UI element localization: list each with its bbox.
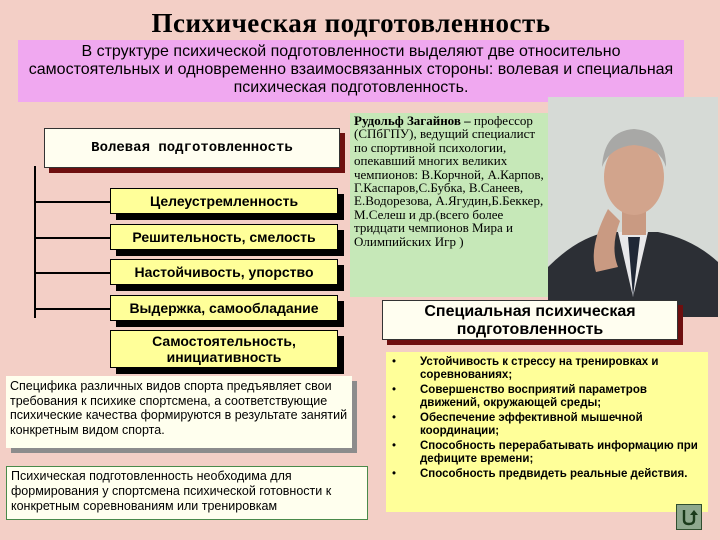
portrait-photo xyxy=(548,97,718,317)
trait-box: Решительность, смелость xyxy=(110,224,338,250)
return-arrow-button[interactable] xyxy=(676,504,702,530)
tree-connector xyxy=(34,166,36,318)
connector-1 xyxy=(34,201,110,203)
return-arrow-icon xyxy=(680,508,698,526)
zagainov-name: Рудольф Загайнов – xyxy=(354,113,471,128)
connector-4 xyxy=(34,308,110,310)
zagainov-description: профессор (СПбГПУ), ведущий специалист по спортивной психологии, опекавший многих великих чемпионов: В.Корчной, А.Карпов, Г.Каспаров,С.Бубка, В.Санеев, Е.Водорезова, А.Ягудин,Б.Беккер, М.Селеш и др.(всего более тридцати чемпионов Мира и Олимпийских Игр ) xyxy=(354,113,544,249)
connector-3 xyxy=(34,272,110,274)
volevaya-box: Волевая подготовленность xyxy=(44,128,340,168)
list-item xyxy=(386,412,704,438)
portrait-illustration xyxy=(548,97,718,317)
special-list xyxy=(386,352,708,512)
specifika-text: Специфика различных видов спорта предъявляет свои требования к психике спортсмена, а соответствующие психические качества формируются в результате занятий конкретным видом спорта. xyxy=(6,376,352,448)
list-item xyxy=(386,384,704,410)
list-item xyxy=(386,356,704,382)
intro-text: В структуре психической подготовленности выделяют две относительно самостоятельных и одновременно взаимосвязанных стороны: волевая и специальная психическая подготовленность. xyxy=(18,40,684,102)
trait-box: Выдержка, самообладание xyxy=(110,295,338,321)
zagainov-bio xyxy=(350,113,548,297)
special-title: Специальная психическая подготовленность xyxy=(382,300,678,340)
trait-box: Самостоятельность, инициативность xyxy=(110,330,338,368)
bullet: • xyxy=(392,384,397,396)
bullet: • xyxy=(392,440,397,452)
bullet: • xyxy=(392,468,397,480)
list-item-text: Способность предвидеть реальные действия. xyxy=(420,468,688,480)
bullet: • xyxy=(392,356,397,368)
connector-2 xyxy=(34,237,110,239)
page-title: Психическая подготовленность xyxy=(151,8,551,38)
list-item-text: Устойчивость к стрессу на тренировках и соревнованиях; xyxy=(420,356,659,381)
need-text: Психическая подготовленность необходима для формирования у спортсмена психической готовности к конкретным соревнованиям или тренировкам xyxy=(6,466,368,520)
list-item-text: Способность перерабатывать информацию при дефиците времени; xyxy=(420,440,698,465)
trait-box: Настойчивость, упорство xyxy=(110,259,338,285)
list-item xyxy=(386,468,704,481)
list-item-text: Совершенство восприятий параметров движений, окружающей среды; xyxy=(420,384,647,409)
list-item-text: Обеспечение эффективной мышечной координации; xyxy=(420,412,643,437)
list-item xyxy=(386,440,704,466)
trait-box: Целеустремленность xyxy=(110,188,338,214)
bullet: • xyxy=(392,412,397,424)
